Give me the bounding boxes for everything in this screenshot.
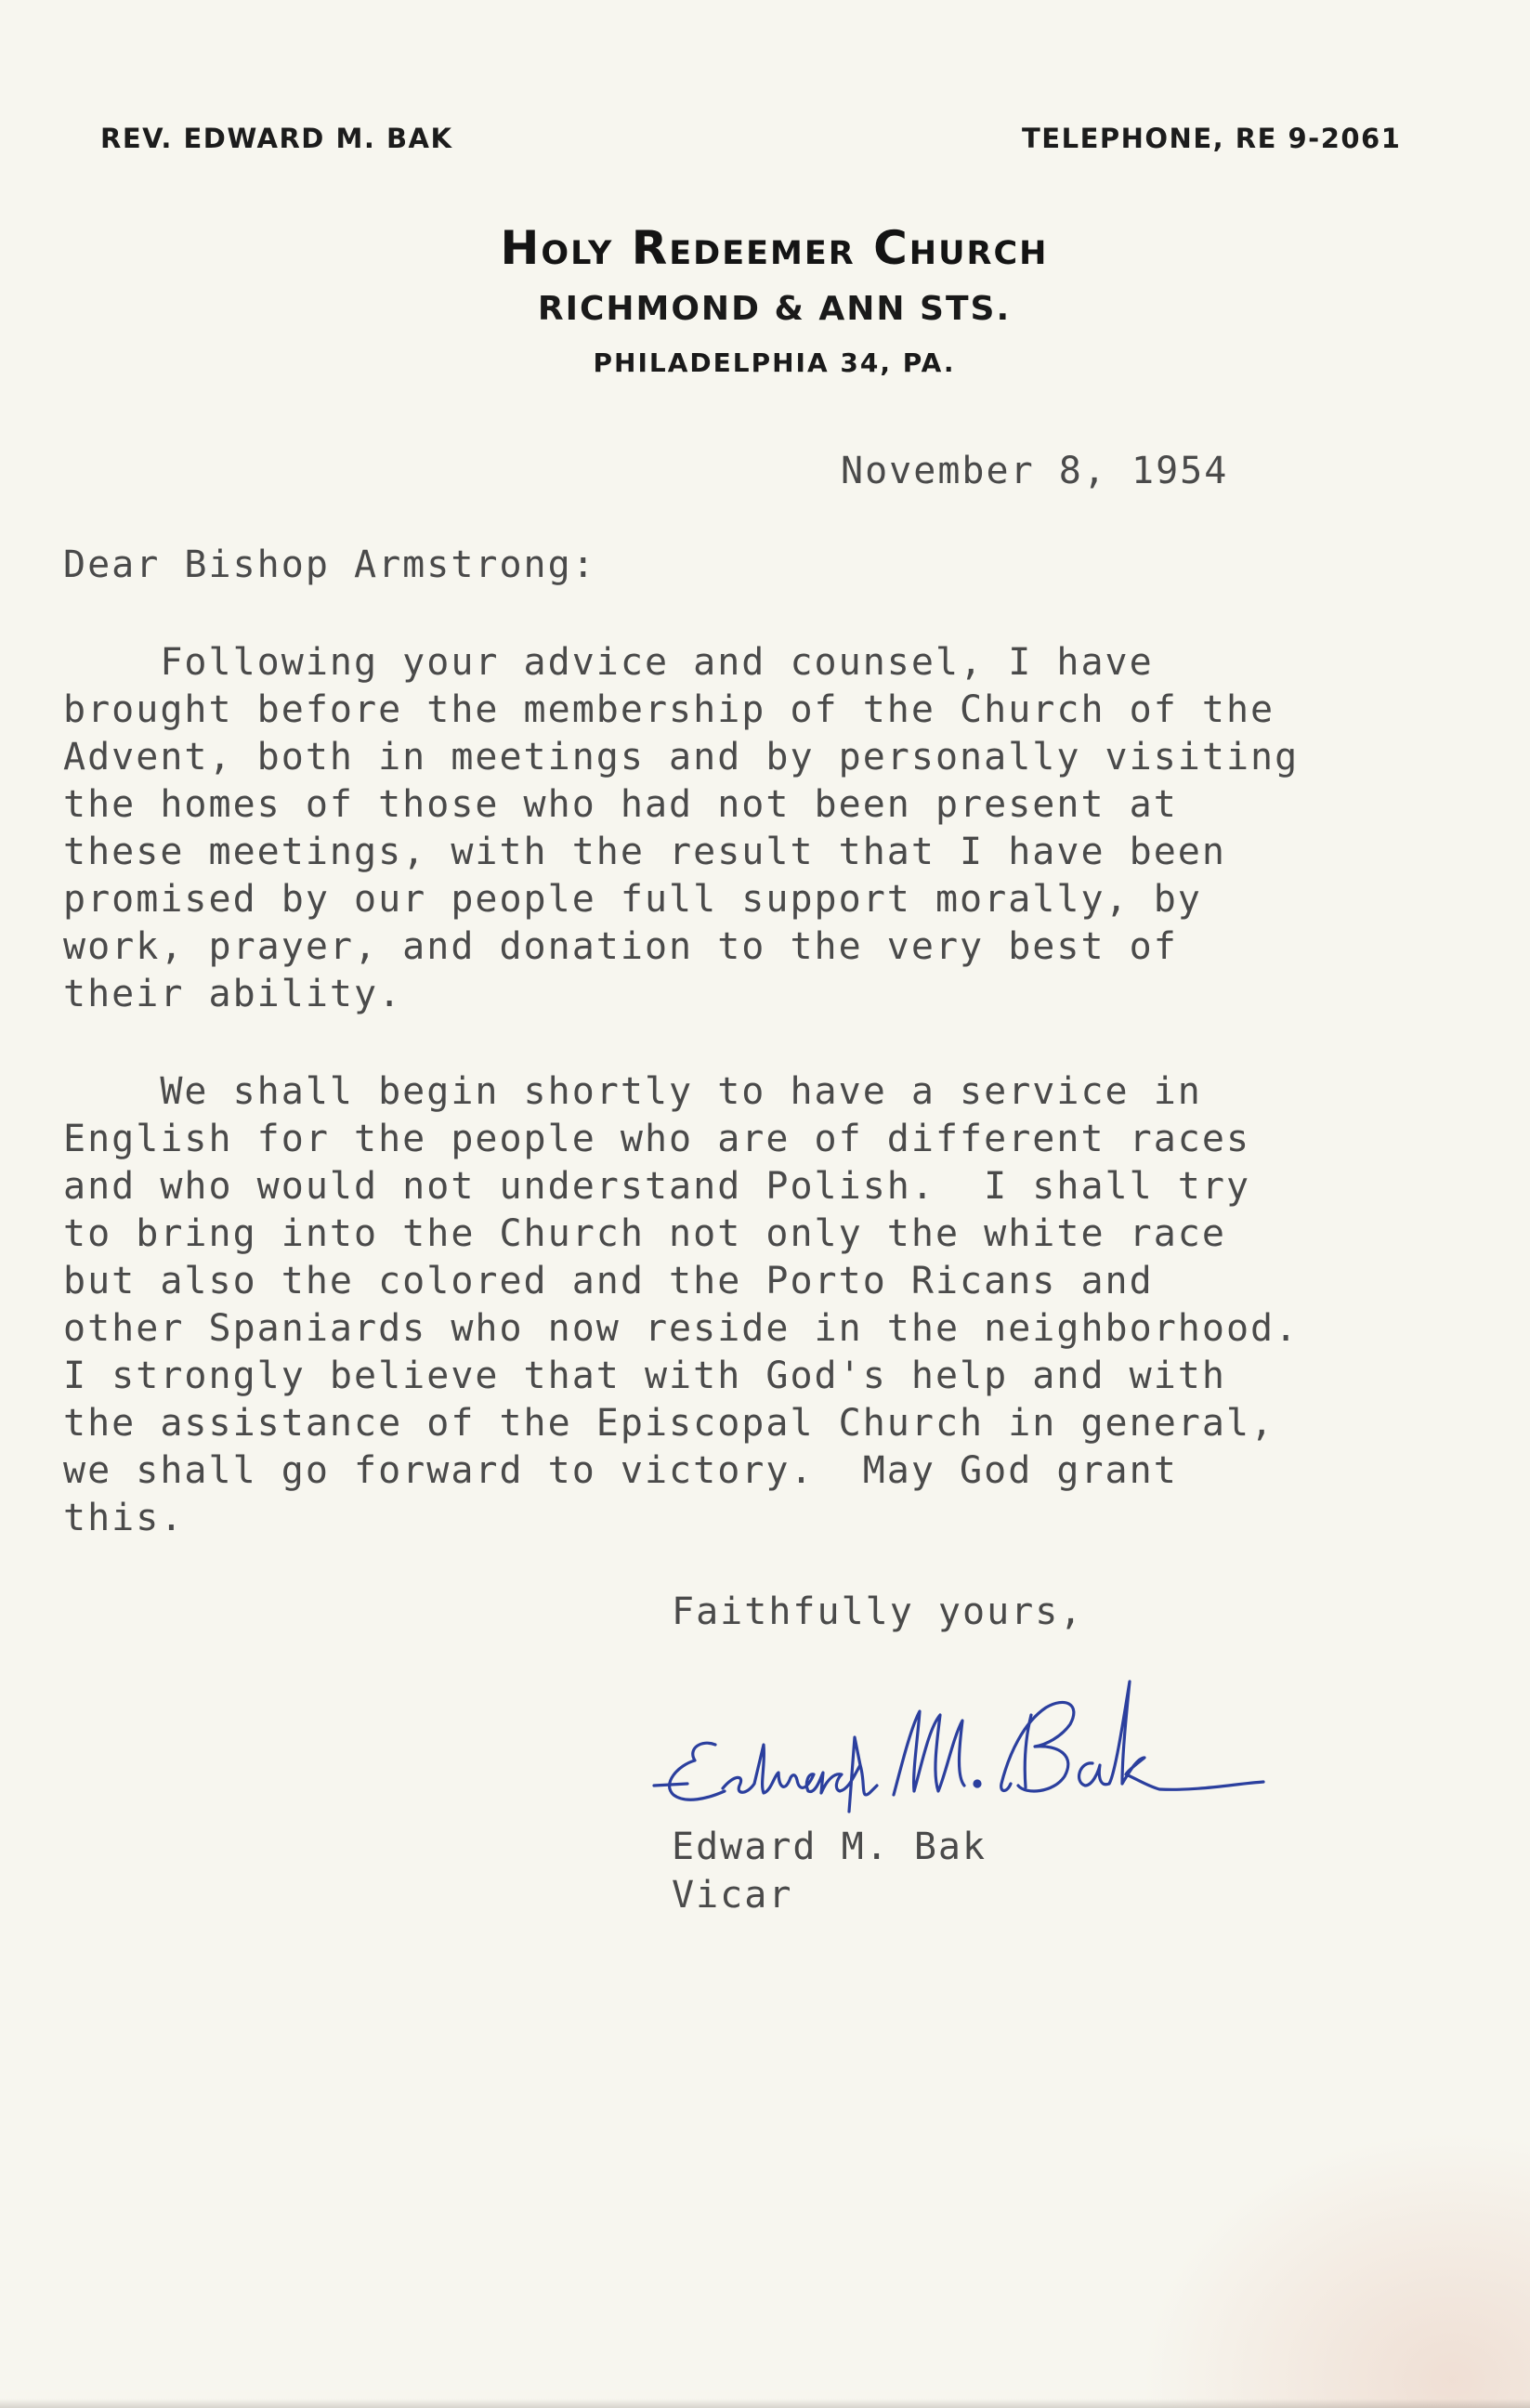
letterhead-address: RICHMOND & ANN STS. xyxy=(537,290,1012,328)
paragraph-line: English for the people who are of different races xyxy=(63,1118,1251,1160)
paragraph-line: these meetings, with the result that I have been xyxy=(63,831,1226,873)
paragraph-line: but also the colored and the Porto Ricans and xyxy=(63,1260,1154,1302)
paragraph-line: and who would not understand Polish. I shall try xyxy=(63,1165,1251,1208)
signer-title: Vicar xyxy=(672,1874,793,1917)
paragraph-line: brought before the membership of the Church of the xyxy=(63,688,1275,731)
paragraph-line: Advent, both in meetings and by personally visiting xyxy=(63,736,1300,779)
paragraph-line: we shall go forward to victory. May God grant xyxy=(63,1449,1178,1492)
paragraph-line: promised by our people full support morally, by xyxy=(63,878,1202,921)
paragraph-line: Following your advice and counsel, I have xyxy=(63,641,1154,684)
paragraph-line: the assistance of the Episcopal Church in general, xyxy=(63,1402,1275,1445)
paragraph-line: work, prayer, and donation to the very best of xyxy=(63,925,1178,968)
paragraph-line: We shall begin shortly to have a service in xyxy=(63,1070,1202,1113)
letterhead-church-name: Holy Redeemer Church xyxy=(500,221,1049,275)
letterhead-telephone: TELEPHONE, RE 9-2061 xyxy=(1022,123,1402,154)
letter-paragraph-2 xyxy=(63,1068,1512,1542)
handwritten-signature xyxy=(650,1635,1375,1830)
paragraph-line: to bring into the Church not only the white race xyxy=(63,1212,1226,1255)
letter-salutation: Dear Bishop Armstrong: xyxy=(63,543,596,586)
paragraph-line: this. xyxy=(63,1497,185,1539)
letter-closing: Faithfully yours, xyxy=(672,1590,1084,1633)
letterhead-city: PHILADELPHIA 34, PA. xyxy=(593,347,956,378)
paragraph-line: their ability. xyxy=(63,973,403,1015)
letterhead-sender: REV. EDWARD M. BAK xyxy=(100,123,453,154)
signer-name: Edward M. Bak xyxy=(672,1826,987,1868)
paragraph-line: I strongly believe that with God's help and with xyxy=(63,1354,1226,1397)
paragraph-line: the homes of those who had not been present at xyxy=(63,783,1178,826)
letter-paragraph-1 xyxy=(63,639,1512,1018)
letter-date: November 8, 1954 xyxy=(841,450,1229,492)
paragraph-line: other Spaniards who now reside in the neighborhood. xyxy=(63,1307,1300,1350)
